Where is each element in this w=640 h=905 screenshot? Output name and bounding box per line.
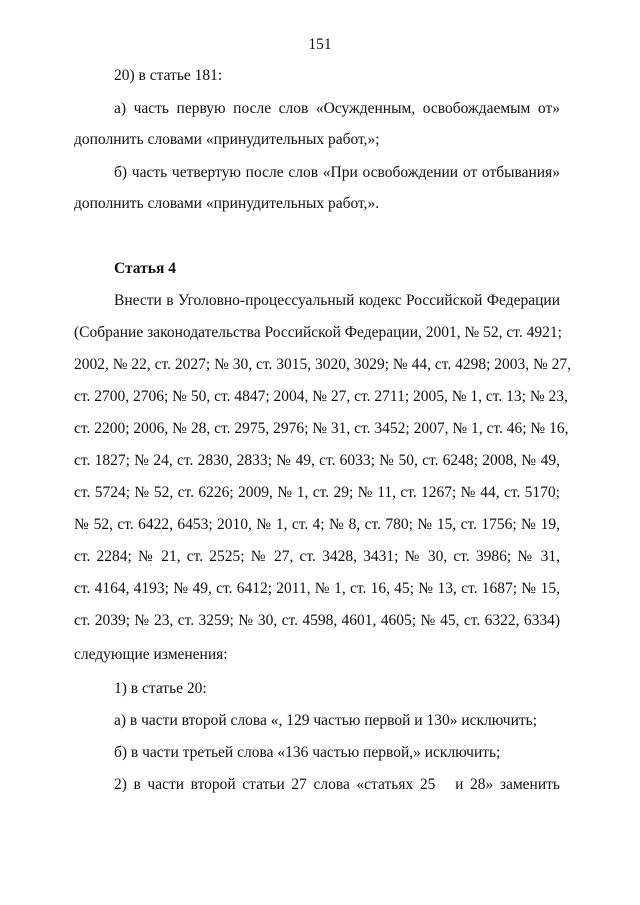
article-line: ст. 2039; № 23, ст. 3259; № 30, ст. 4598, 4601, 4605; № 45, ст. 6322, 6334) bbox=[74, 612, 560, 629]
article-line: (Собрание законодательства Российской Федерации, 2001, № 52, ст. 4921; bbox=[74, 324, 562, 341]
item-1-b: б) в части третьей слова «136 частью первой,» исключить; bbox=[114, 744, 501, 761]
article-line: ст. 5724; № 52, ст. 6226; 2009, № 1, ст. 29; № 11, ст. 1267; № 44, ст. 5170; bbox=[74, 484, 560, 501]
article-heading: Статья 4 bbox=[114, 260, 176, 277]
item-1-a: а) в части второй слова «, 129 частью первой и 130» исключить; bbox=[114, 712, 538, 729]
item-1: 1) в статье 20: bbox=[114, 680, 207, 697]
article-line: 2002, № 22, ст. 2027; № 30, ст. 3015, 3020, 3029; № 44, ст. 4298; 2003, № 27, bbox=[74, 356, 572, 373]
article-line: следующие изменения: bbox=[74, 646, 228, 663]
item-20-b-line2: дополнить словами «принудительных работ,». bbox=[74, 195, 380, 212]
article-line: ст. 2200; 2006, № 28, ст. 2975, 2976; № 31, ст. 3452; 2007, № 1, ст. 46; № 16, bbox=[74, 420, 569, 437]
page-number: 151 bbox=[308, 36, 332, 53]
article-line: Внести в Уголовно-процессуальный кодекс Российской Федерации bbox=[114, 292, 560, 309]
article-line: ст. 2700, 2706; № 50, ст. 4847; 2004, № 27, ст. 2711; 2005, № 1, ст. 13; № 23, bbox=[74, 388, 568, 405]
item-20-a-line2: дополнить словами «принудительных работ,»; bbox=[74, 131, 380, 148]
item-20-b-line1: б) часть четвертую после слов «При освобождении от отбывания» bbox=[114, 164, 560, 181]
article-line: ст. 4164, 4193; № 49, ст. 6412; 2011, № 1, ст. 16, 45; № 13, ст. 1687; № 15, bbox=[74, 580, 560, 597]
article-line: № 52, ст. 6422, 6453; 2010, № 1, ст. 4; № 8, ст. 780; № 15, ст. 1756; № 19, bbox=[74, 516, 560, 533]
item-20-intro: 20) в статье 181: bbox=[114, 67, 223, 84]
article-line: ст. 2284; № 21, ст. 2525; № 27, ст. 3428, 3431; № 30, ст. 3986; № 31, bbox=[74, 548, 560, 565]
item-2: 2) в части второй статьи 27 слова «статьях 25 и 28» заменить bbox=[114, 776, 560, 793]
article-line: ст. 1827; № 24, ст. 2830, 2833; № 49, ст. 6033; № 50, ст. 6248; 2008, № 49, bbox=[74, 452, 560, 469]
item-20-a-line1: а) часть первую после слов «Осужденным, освобождаемым от» bbox=[114, 100, 560, 117]
